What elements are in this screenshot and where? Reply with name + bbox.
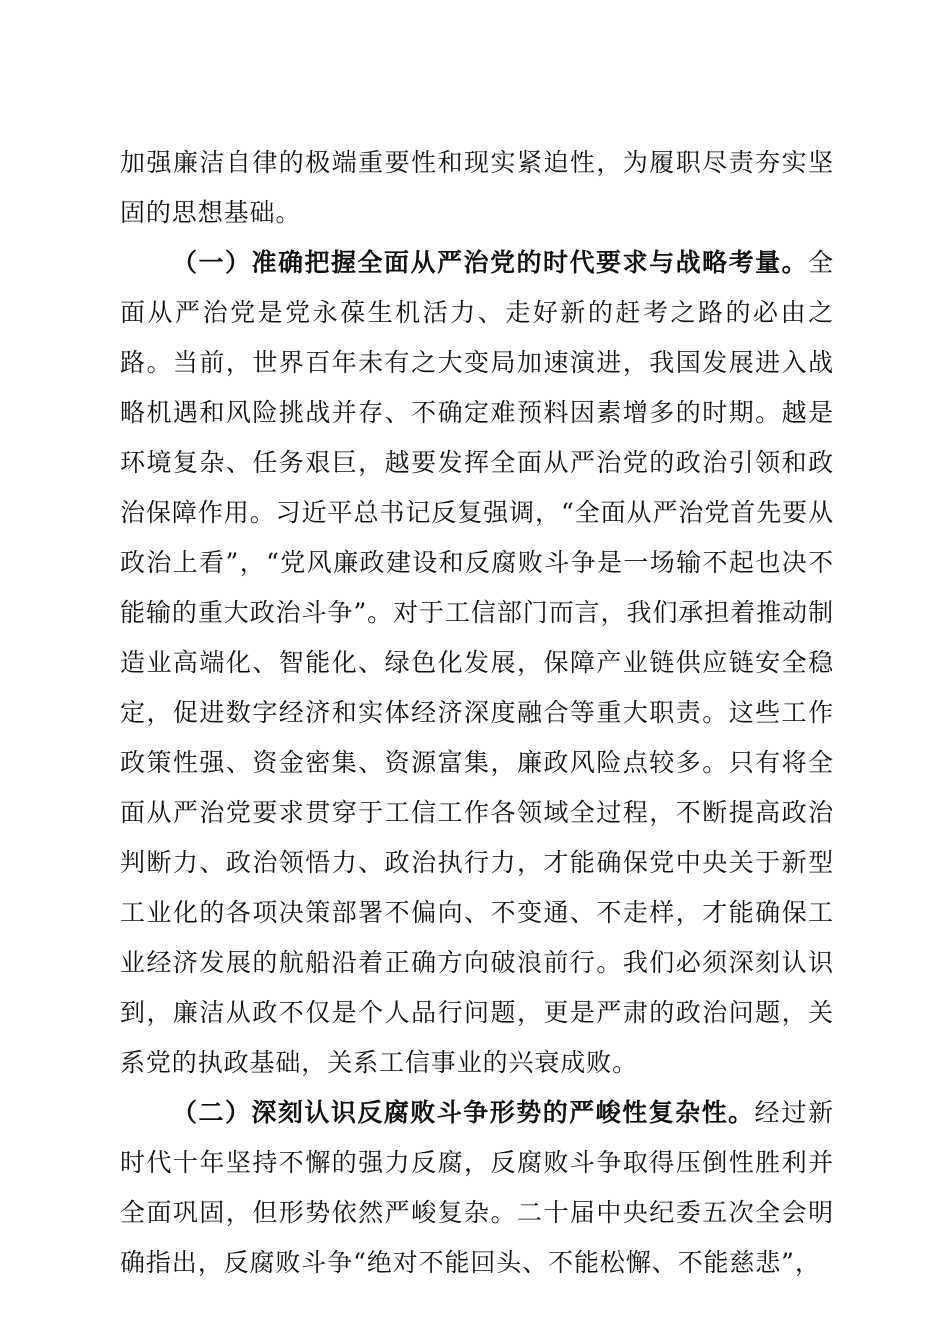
section-heading-1: （一）准确把握全面从严治党的时代要求与战略考量。 (172, 248, 809, 277)
document-body (120, 138, 834, 1288)
paragraph-text: 加强廉洁自律的极端重要性和现实紧迫性，为履职尽责夯实坚固的思想基础。 (120, 148, 834, 227)
paragraph-continuation (120, 138, 834, 238)
paragraph-section-1 (120, 238, 834, 1088)
paragraph-section-2 (120, 1088, 834, 1288)
section-heading-2: （二）深刻认识反腐败斗争形势的严峻性复杂性。 (172, 1098, 755, 1127)
paragraph-text: 经过新时代十年坚持不懈的强力反腐，反腐败斗争取得压倒性胜利并全面巩固，但形势依然严峻复杂。二十届中央纪委五次全会明确指出，反腐败斗争“绝对不能回头、不能松懈、不能慈悲”， (120, 1098, 835, 1277)
paragraph-text: 全面从严治党是党永葆生机活力、走好新的赶考之路的必由之路。当前，世界百年未有之大变局加速演进，我国发展进入战略机遇和风险挑战并存、不确定难预料因素增多的时期。越是环境复杂、任务艰巨，越要发挥全面从严治党的政治引领和政治保障作用。习近平总书记反复强调，“全面从严治党首先要从政治上看”，“党风廉政建设和反腐败斗争是一场输不起也决不能输的重大政治斗争”。对于工信部门而言，我们承担着推动制造业高端化、智能化、绿色化发展，保障产业链供应链安全稳定，促进数字经济和实体经济深度融合等重大职责。这些工作政策性强、资金密集、资源富集，廉政风险点较多。只有将全面从严治党要求贯穿于工信工作各领域全过程，不断提高政治判断力、政治领悟力、政治执行力，才能确保党中央关于新型工业化的各项决策部署不偏向、不变通、不走样，才能确保工业经济发展的航船沿着正确方向破浪前行。我们必须深刻认识到，廉洁从政不仅是个人品行问题，更是严肃的政治问题，关系党的执政基础，关系工信事业的兴衰成败。 (120, 248, 834, 1077)
